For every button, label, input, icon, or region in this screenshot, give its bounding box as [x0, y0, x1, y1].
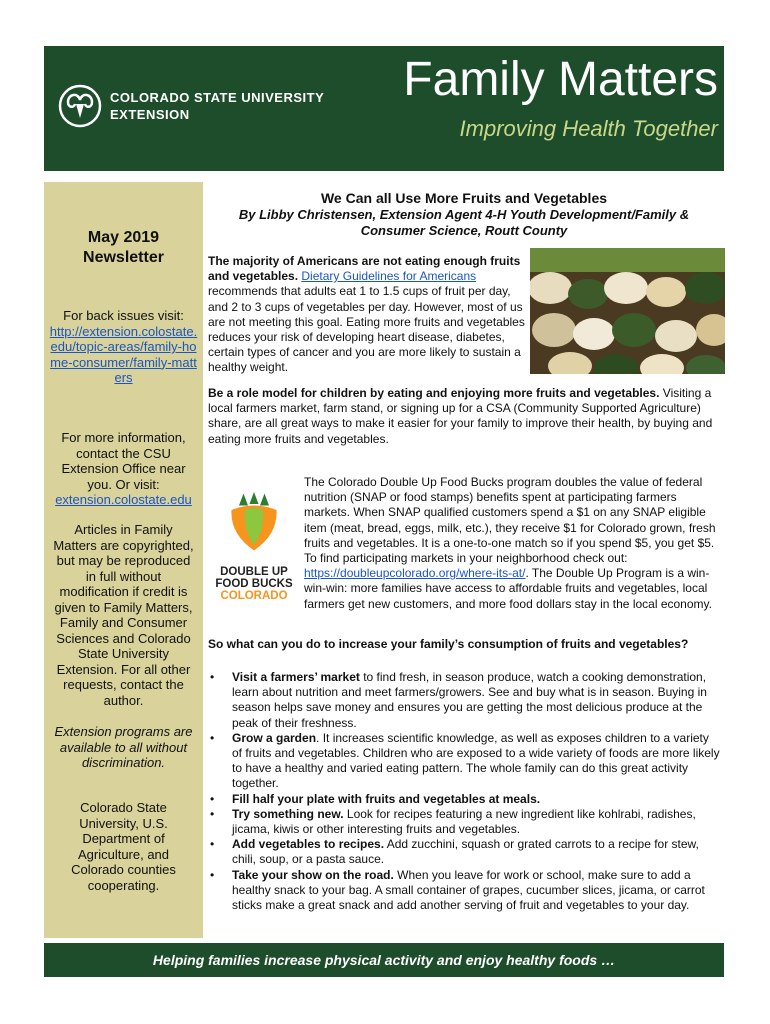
masthead: [44, 46, 724, 171]
vegetables-photo: [530, 248, 725, 374]
list-item: [208, 792, 720, 807]
sidebar: [44, 182, 203, 938]
tip-lead: Take your show on the road.: [232, 867, 394, 882]
double-up-food-bucks-logo: [214, 482, 294, 604]
newsletter-title: Family Matters: [403, 53, 718, 106]
back-issues-label: For back issues visit:: [63, 308, 184, 323]
footer-banner: Helping families increase physical activity and enjoy healthy foods …: [44, 943, 724, 977]
cooperation-statement: Colorado State University, U.S. Department of Agriculture, and Colorado counties cooperating.: [71, 800, 176, 893]
tip-text: . It increases scientific knowledge, as well as exposes children to a variety of fruits and vegetables. Children who are exposed to a wide variety of foods are more likely to have a healthy and varied eating pattern. The whole family can do this great activity together.: [232, 730, 720, 791]
double-up-rest: The Double Up Program is a win-win-win: more families have access to affordable fruits and vegetables, local farmers get new customers, and more food dollars stay in the local economy.: [304, 566, 712, 611]
tip-text: to find fresh, in season produce, watch a cooking demonstration, learn about nutrition and meet farmers/growers. See and buy what is in season. Buying in season helps save money and ensures you are getting the most delicious produce at the peak of their freshness.: [232, 670, 707, 730]
nondiscrimination-statement: Extension programs are available to all without discrimination.: [54, 724, 193, 770]
issue-date: May 2019 Newsletter: [83, 229, 164, 266]
back-issues: [44, 308, 203, 386]
list-item: [208, 868, 720, 914]
double-up-text: The Colorado Double Up Food Bucks program doubles the value of federal nutrition (SNAP or food stamps) benefits spent at participating farmers markets. When SNAP qualified customers spend a $1 on any SNAP eligible item (meat, bread, eggs, milk, etc.), they receive $1 for Colorado grown, fresh fruits and vegetables. It is a one-to-one match so if you spend $5, you get $5. To find participating markets in your neighborhood check out:: [304, 475, 716, 566]
org-unit: EXTENSION: [110, 107, 190, 122]
list-item: [208, 837, 720, 867]
double-up-link[interactable]: https://doubleupcolorado.org/where-its-at/: [304, 566, 526, 581]
double-up-line2: FOOD BUCKS: [215, 578, 293, 590]
newsletter-subtitle: Improving Health Together: [459, 116, 718, 141]
tips-list: [208, 670, 720, 913]
paragraph-role-model: [208, 386, 720, 447]
intro-lead: The majority of Americans are not eating enough fruits and vegetables.: [208, 254, 521, 284]
question-heading: So what can you do to increase your family’s consumption of fruits and vegetables?: [208, 637, 689, 651]
article-title: We Can all Use More Fruits and Vegetables: [320, 190, 608, 206]
carrot-icon: [224, 482, 284, 562]
list-item: [208, 731, 720, 792]
tip-lead: Fill half your plate with fruits and vegetables at meals.: [232, 791, 541, 806]
org-name: COLORADO STATE UNIVERSITY: [110, 90, 325, 105]
csu-extension-logo: [58, 84, 358, 134]
ram-icon: [58, 84, 102, 128]
extension-link[interactable]: extension.colostate.edu: [55, 492, 192, 507]
paragraph-double-up: The Colorado Double Up Food Bucks program doubles the value of federal nutrition (SNAP or food stamps) benefits spent at participating farmers markets. When SNAP qualified customers spend a $1 on any SNAP eligible item (meat, bread, eggs, milk, etc.), they receive $1 for Colorado grown, fresh fruits and vegetables. It is a one-to-one match so if you spend $5, you get $5. To find participating markets in your neighborhood check out: https://doubleupcolorado.org/where-its-at/. The Double Up Program is a win-win-win: more families have access to affordable fruits and vegetables, local farmers get new customers, and more food dollars stay in the local economy.: [304, 475, 716, 611]
tip-lead: Try something new.: [232, 806, 344, 821]
double-up-line1: DOUBLE UP: [220, 566, 288, 578]
dietary-guidelines-link[interactable]: Dietary Guidelines for Americans: [301, 269, 477, 284]
tip-lead: Add vegetables to recipes.: [232, 837, 385, 852]
tip-lead: Visit a farmers’ market: [232, 670, 360, 684]
article-byline: By Libby Christensen, Extension Agent 4-H Youth Development/Family & Consumer Science, Routt County: [238, 207, 690, 238]
double-up-line3: COLORADO: [220, 590, 288, 602]
copyright-notice: Articles in Family Matters are copyrighted, but may be reproduced in full without modification if credit is given to Family Matters, Family and Consumer Sciences and Colorado State University Extension. For all other requests, contact the author.: [53, 522, 194, 708]
paragraph-intro: [208, 254, 526, 376]
tip-lead: Grow a garden: [232, 730, 317, 745]
tip-text: Look for recipes featuring a new ingredient like kohlrabi, radishes, jicama, kiwis or other interesting fruits and vegetables.: [232, 806, 696, 837]
list-item: [208, 670, 720, 731]
intro-rest: recommends that adults eat 1 to 1.5 cups of fruit per day, and 2 to 3 cups of vegetables per day. However, most of us are not meeting this goal. Eating more fruits and vegetables reduces your risk of developing heart disease, diabetes, certain types of cancer and you are more likely to sustain a healthy weight.: [208, 284, 525, 375]
role-model-lead: Be a role model for children by eating and enjoying more fruits and vegetables.: [208, 386, 660, 400]
list-item: [208, 807, 720, 837]
tip-text: When you leave for work or school, make sure to add a healthy snack to your bag. A small container of grapes, cucumber slices, jicama, or carrot sticks make a great snack and add another serving of fruit and vegetables to your day.: [232, 867, 705, 913]
more-info-text: For more information, contact the CSU Extension Office near you. Or visit:: [61, 430, 186, 492]
role-model-rest: Visiting a local farmers market, farm stand, or signing up for a CSA (Community Supported Agriculture) share, are all great ways to make it easier for your family to improve their health, by buying and eating more fruits and vegetables.: [208, 386, 713, 446]
back-issues-link[interactable]: http://extension.colostate.edu/topic-areas/family-home-consumer/family-matters: [49, 323, 198, 385]
more-info: [44, 430, 203, 508]
tip-text: Add zucchini, squash or grated carrots to a recipe for stew, chili, soup, or a pasta sauce.: [232, 837, 699, 867]
